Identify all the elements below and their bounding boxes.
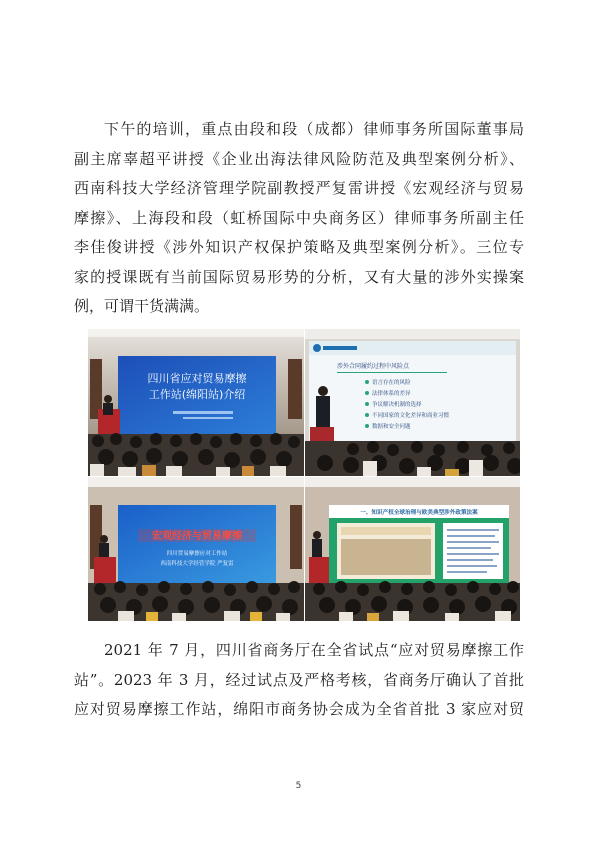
slide-bullet: 数据和安全问题 [372, 424, 411, 430]
podium [94, 557, 116, 583]
text-line: 李佳俊讲授《涉外知识产权保护策略及典型案例分析》。三位专 [74, 238, 524, 256]
text-line: 家的授课既有当前国际贸易形势的分析，又有大量的涉外实操案 [74, 267, 524, 286]
slide-heading: 涉外合同履约过程中风险点 [337, 363, 410, 370]
slide-title-line2: 工作站(绵阳站)介绍 [148, 388, 246, 401]
slide-bullet: 争议解决机制的选择 [372, 402, 422, 408]
photo-lecture-macroeconomics [88, 477, 304, 621]
text-line: 下午的培训，重点由段和段（成都）律师事务所国际董事局 [104, 120, 524, 138]
slide-title: 一、知识产权全球治理与欧美典型涉外政策法案 [360, 510, 478, 516]
text-line: 应对贸易摩擦工作站，绵阳市商务协会成为全省首批 3 家应对贸 [74, 700, 524, 718]
photo-4-drawing [305, 477, 520, 621]
paragraph-workstation-history [74, 636, 524, 725]
photo-lecture-workstation-intro [88, 329, 304, 476]
slide-title: 宏观经济与贸易摩擦 [152, 531, 242, 542]
paragraph-training-afternoon [74, 115, 524, 322]
photo-3-drawing [88, 477, 304, 621]
text-line: 摩擦》、上海段和段（虹桥国际中央商务区）律师事务所副主任 [74, 208, 524, 227]
slide-org-line2: 西南科技大学经管学院 严复雷 [160, 561, 234, 567]
slide-bullet: 语言存在的风险 [372, 380, 411, 386]
text-line: 例，可谓干货满满。 [74, 297, 210, 315]
slide-bullet: 法律体系的差异 [372, 391, 411, 397]
text-line: 西南科技大学经济管理学院副教授严复雷讲授《宏观经济与贸易 [74, 179, 524, 197]
page-number: 5 [295, 781, 302, 791]
photo-lecture-contract-risks [305, 329, 520, 476]
slide-bullet: 不同国家的文化差异和商业习惯 [372, 413, 450, 419]
podium [309, 557, 329, 583]
photo-2-drawing [305, 329, 520, 476]
text-line: 2021 年 7 月，四川省商务厅在全省试点“应对贸易摩擦工作 [104, 641, 524, 659]
photo-lecture-ip-protection [305, 477, 520, 621]
text-line: 站”。2023 年 3 月，经过试点及严格考核，省商务厅确认了首批 [74, 670, 524, 689]
slide-org-line1: 四川贸易摩擦应对工作站 [166, 551, 228, 557]
photo-1-drawing [88, 329, 304, 476]
slide-title-line1: 四川省应对贸易摩擦 [147, 372, 247, 385]
text-line: 副主席辜超平讲授《企业出海法律风险防范及典型案例分析》、 [74, 149, 524, 168]
